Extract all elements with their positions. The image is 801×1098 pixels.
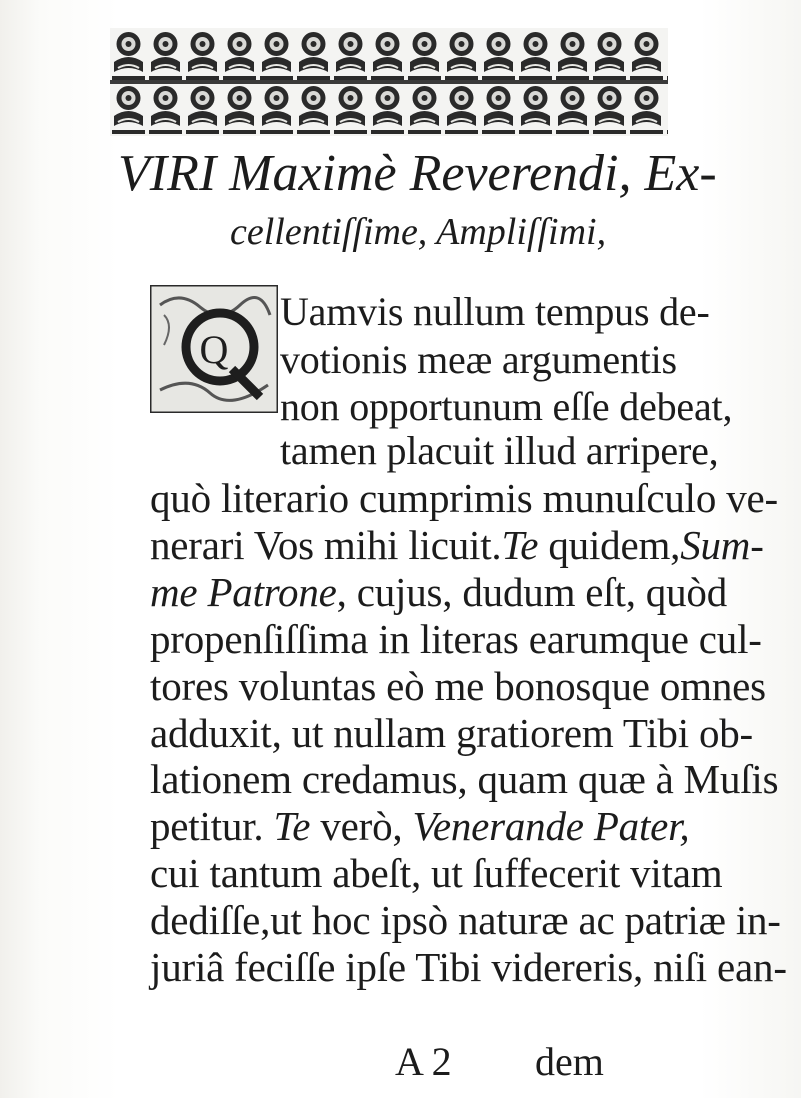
text-line: quò literario cumprimis munuſculo ve- <box>150 475 778 521</box>
text-run-italic: Te <box>273 803 311 849</box>
initial-letter: Q <box>199 327 229 372</box>
text-line: adduxit, ut nullam gratiorem Tibi ob- <box>150 710 754 756</box>
catchword: dem <box>535 1039 604 1084</box>
ornament-headpiece <box>110 28 668 136</box>
text-line <box>150 569 727 615</box>
text-run-italic: Sum- <box>680 522 764 568</box>
text-run-italic: me Patrone <box>150 569 337 615</box>
text-run: quidem, <box>538 522 681 568</box>
text-line <box>150 803 690 849</box>
text-line: dediſſe,ut hoc ipsò naturæ ac patriæ in- <box>150 897 781 943</box>
text-line: propenſiſſima in literas earumque cul- <box>150 616 762 662</box>
text-line: lationem credamus, quam quæ à Muſis <box>150 756 779 802</box>
text-line: tores voluntas eò me bonosque omnes <box>150 663 766 709</box>
text-run-italic: Venerande Pater, <box>412 803 690 849</box>
text-line: cui tantum abeſt, ut ſuffecerit vitam <box>150 850 723 896</box>
text-run: , cujus, dudum eſt, quòd <box>336 569 727 615</box>
text-line: juriâ feciſſe ipſe Tibi videreris, niſi ean- <box>150 944 787 990</box>
text-run-italic: Te <box>501 522 539 568</box>
text-line: Uamvis nullum tempus de- <box>280 289 710 334</box>
text-line <box>150 522 764 568</box>
text-line: votionis meæ argumentis <box>280 337 677 382</box>
dedication-heading-line-1: VIRI Maximè Reverendi, Ex- <box>118 145 717 202</box>
text-run: nerari Vos mihi licuit. <box>150 522 502 568</box>
signature-mark: A 2 <box>395 1039 452 1084</box>
text-line: non opportunum eſſe debeat, <box>280 384 733 429</box>
text-line: tamen placuit illud arripere, <box>280 428 719 473</box>
text-run: verò, <box>310 803 413 849</box>
decorated-initial <box>150 285 278 413</box>
dedication-heading-line-2: cellentiſſime, Ampliſſimi, <box>230 211 607 253</box>
text-run: petitur. <box>150 803 274 849</box>
